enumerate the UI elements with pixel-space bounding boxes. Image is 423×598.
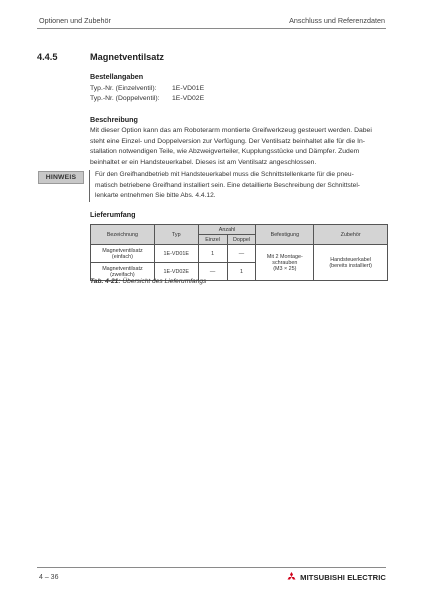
col-header-anzahl: Anzahl [198, 225, 256, 235]
table-row [91, 245, 388, 263]
col-header-befestigung: Befestigung [256, 225, 314, 245]
order-info [90, 84, 204, 104]
mitsubishi-diamonds-icon [286, 572, 297, 582]
cell-line: schrauben [272, 259, 298, 266]
cell-einzel: — [198, 263, 227, 281]
header-rule [37, 28, 386, 29]
col-header-zubehoer: Zubehör [314, 225, 388, 245]
bestellangaben-heading: Bestellangaben [90, 72, 144, 81]
col-header-bezeichnung: Bezeichnung [91, 225, 155, 245]
cell-line: Handsteuerkabel [330, 256, 371, 263]
cell-line: Mit 2 Montage- [266, 253, 303, 260]
cell-doppel: — [227, 245, 256, 263]
cell-line: Magnetventilsatz [102, 265, 143, 272]
header-section-title: Anschluss und Referenzdaten [289, 16, 385, 25]
beschreibung-heading: Beschreibung [90, 115, 138, 124]
beschreibung-text [90, 126, 372, 168]
page-number: 4 – 36 [39, 574, 59, 581]
section-title: Magnetventilsatz [90, 52, 165, 62]
order-value: 1E-VD02E [172, 95, 205, 102]
cell-line: (M3 × 25) [273, 265, 297, 272]
cell-line: (einfach) [111, 253, 133, 260]
order-row [90, 84, 204, 94]
brand-name: MITSUBISHI ELECTRIC [300, 572, 386, 582]
order-row [90, 94, 204, 104]
text-line: stallation notwendigen Teile, wie Abzweigverteiler, Kupplungsstücke und Dämpfer. Zudem [90, 148, 360, 155]
cell-line: Magnetventilsatz [102, 247, 143, 254]
cell-einzel: 1 [198, 245, 227, 263]
order-value: 1E-VD01E [172, 85, 205, 92]
brand-logo [286, 572, 386, 582]
text-line: lenkarte entnehmen Sie bitte Abs. 4.4.12. [95, 192, 216, 199]
text-line: steht eine Einzel- und Doppelversion zur Verfügung. Der Ventilsatz beinhaltet alle für die In- [90, 137, 366, 145]
cell-zubehoer [314, 245, 388, 281]
cell-typ: 1E-VD02E [154, 263, 198, 281]
order-label: Typ.-Nr. (Doppelventil): [90, 95, 160, 102]
cell-typ: 1E-VD01E [154, 245, 198, 263]
note-bar [89, 170, 90, 202]
header-chapter-title: Optionen und Zubehör [39, 16, 111, 25]
col-header-doppel: Doppel [227, 235, 256, 245]
cell-befestigung [256, 245, 314, 281]
col-header-einzel: Einzel [198, 235, 227, 245]
caption-text: Übersicht des Lieferumfangs [122, 278, 207, 285]
lieferumfang-heading: Lieferumfang [90, 210, 136, 219]
table-caption [90, 278, 206, 285]
text-line: matisch betriebene Greifhand installiert sein. Eine detaillierte Beschreibung der Schnittstel- [95, 181, 360, 189]
cell-doppel: 1 [227, 263, 256, 281]
col-header-typ: Typ [154, 225, 198, 245]
caption-number: Tab. 4-21: [90, 278, 121, 285]
table-header-row [91, 225, 388, 235]
cell-bezeichnung [91, 245, 155, 263]
text-line: Für den Greifhandbetrieb mit Handsteuerkabel muss die Schnittstellenkarte für die pneu- [95, 171, 354, 178]
section-number: 4.4.5 [37, 52, 58, 62]
hinweis-text [95, 170, 391, 202]
cell-line: (zweifach) [110, 271, 135, 278]
text-line: beinhaltet er ein Handsteuerkabel. Dieses ist am Ventilsatz angeschlossen. [90, 158, 317, 166]
lieferumfang-table [90, 224, 388, 281]
order-label: Typ.-Nr. (Einzelventil): [90, 85, 157, 92]
text-line: Mit dieser Option kann das am Roboterarm montierte Greifwerkzeug gesteuert werden. Dabei [90, 127, 372, 134]
footer-rule [37, 567, 386, 568]
hinweis-badge: HINWEIS [38, 171, 84, 184]
cell-line: (bereits installiert) [329, 262, 372, 269]
